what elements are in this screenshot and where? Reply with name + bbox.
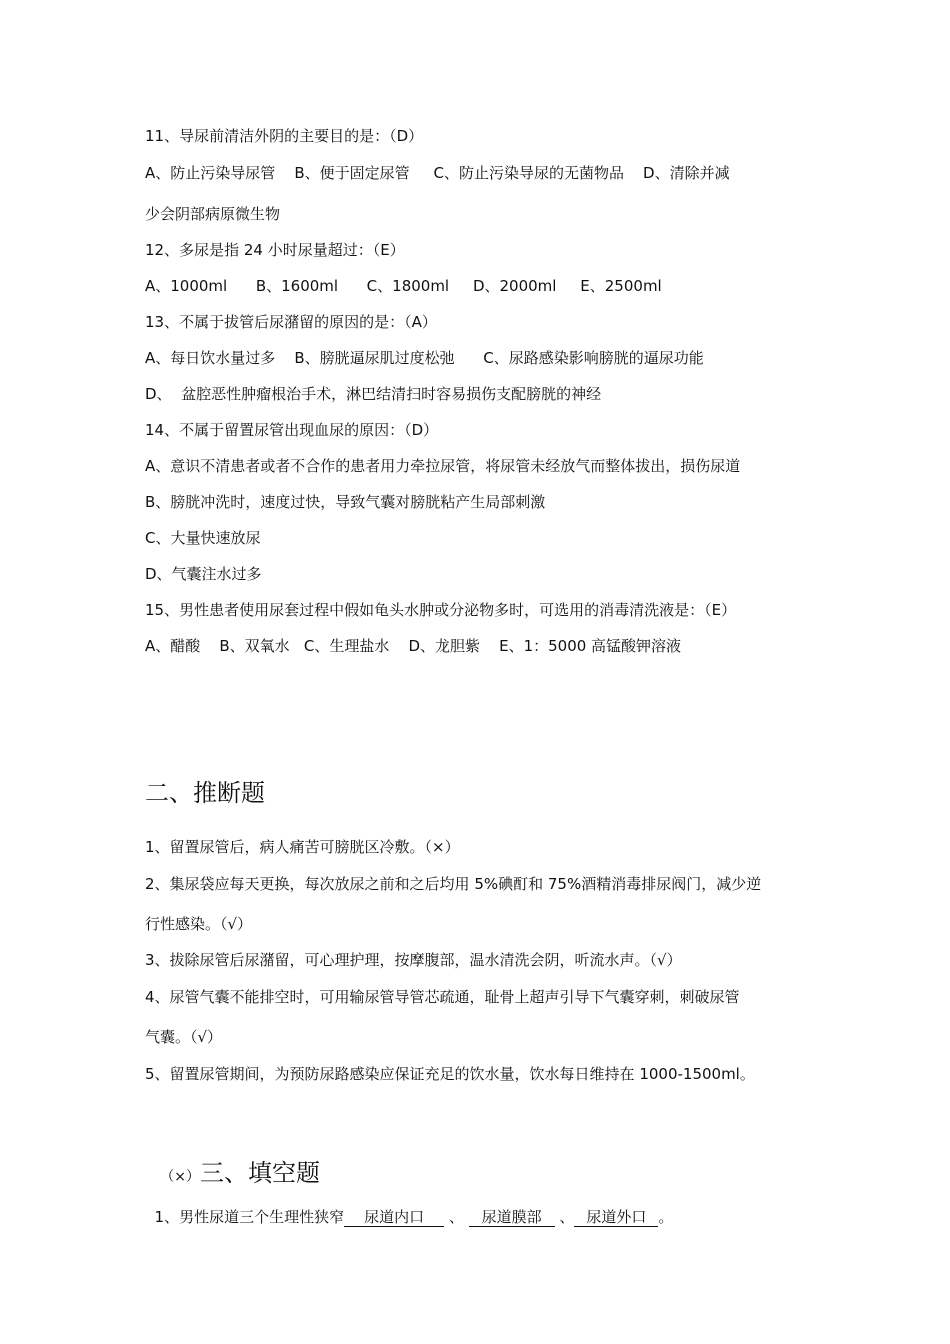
q14-option-a: A、意识不清患者或者不合作的患者用力牵拉尿管，将尿管未经放气而整体拔出，损伤尿道 xyxy=(145,457,741,475)
judgment-item-2: 2、集尿袋应每天更换，每次放尿之前和之后均用 5%碘酊和 75%酒精消毒排尿阀门，减少逆 xyxy=(145,875,762,893)
judgment-item-4: 4、尿管气囊不能排空时，可用输尿管导管芯疏通，耻骨上超声引导下气囊穿刺，刺破尿管 xyxy=(145,988,740,1006)
q13-stem: 13、不属于拔管后尿潴留的原因的是：（A） xyxy=(145,313,437,331)
q14-option-b: B、膀胱冲洗时，速度过快，导致气囊对膀胱粘产生局部刺激 xyxy=(145,493,546,511)
q13-options: A、每日饮水量过多 B、膀胱逼尿肌过度松弛 C、尿路感染影响膀胱的逼尿功能 xyxy=(145,349,704,367)
fill-blank-1: 尿道内口 xyxy=(344,1208,444,1227)
section-title: 三、填空题 xyxy=(200,1159,320,1187)
judgment-item-4-cont: 气囊。（√） xyxy=(145,1028,223,1046)
section-heading-judgment: 二、推断题 xyxy=(145,779,265,807)
q14-option-d: D、气囊注水过多 xyxy=(145,565,262,583)
fill-question-1 xyxy=(145,1187,673,1227)
fill-blank-3: 尿道外口 xyxy=(574,1208,658,1227)
q11-stem: 11、导尿前清洁外阴的主要目的是：（D） xyxy=(145,127,424,145)
judgment-item-3: 3、拔除尿管后尿潴留，可心理护理，按摩腹部，温水清洗会阴，听流水声。（√） xyxy=(145,951,682,969)
q14-option-c: C、大量快速放尿 xyxy=(145,529,261,547)
q12-options: A、1000ml B、1600ml C、1800ml D、2000ml E、2500ml xyxy=(145,277,662,295)
fill-blank-2: 尿道膜部 xyxy=(469,1208,555,1227)
judgment-item-1: 1、留置尿管后，病人痛苦可膀胱区冷敷。（×） xyxy=(145,838,460,856)
q15-options: A、醋酸 B、双氧水 C、生理盐水 D、龙胆紫 E、1：5000 高锰酸钾溶液 xyxy=(145,637,682,655)
q15-stem: 15、男性患者使用尿套过程中假如龟头水肿或分泌物多时，可选用的消毒清洗液是：（E） xyxy=(145,601,737,619)
judgment-item-2-cont: 行性感染。（√） xyxy=(145,915,253,933)
q13-option-d: D、 盆腔恶性肿瘤根治手术，淋巴结清扫时容易损伤支配膀胱的神经 xyxy=(145,385,602,403)
fill-end: 。 xyxy=(658,1208,674,1226)
q11-options: A、防止污染导尿管 B、便于固定尿管 C、防止污染导尿的无菌物品 D、清除并减 xyxy=(145,164,730,182)
fill-q1-text: 1、男性尿道三个生理性狭窄 xyxy=(154,1208,345,1226)
judgment-item-5: 5、留置尿管期间，为预防尿路感染应保证充足的饮水量，饮水每日维持在 1000-1500ml。 xyxy=(145,1065,755,1083)
q11-options-cont: 少会阴部病原微生物 xyxy=(145,205,281,223)
fill-sep-2: 、 xyxy=(554,1208,575,1226)
fill-sep-1: 、 xyxy=(444,1208,469,1226)
section-heading-fill xyxy=(145,1128,320,1192)
section-prefix: （×） xyxy=(160,1169,200,1185)
q14-stem: 14、不属于留置尿管出现血尿的原因：（D） xyxy=(145,421,439,439)
q12-stem: 12、多尿是指 24 小时尿量超过：（E） xyxy=(145,241,405,259)
